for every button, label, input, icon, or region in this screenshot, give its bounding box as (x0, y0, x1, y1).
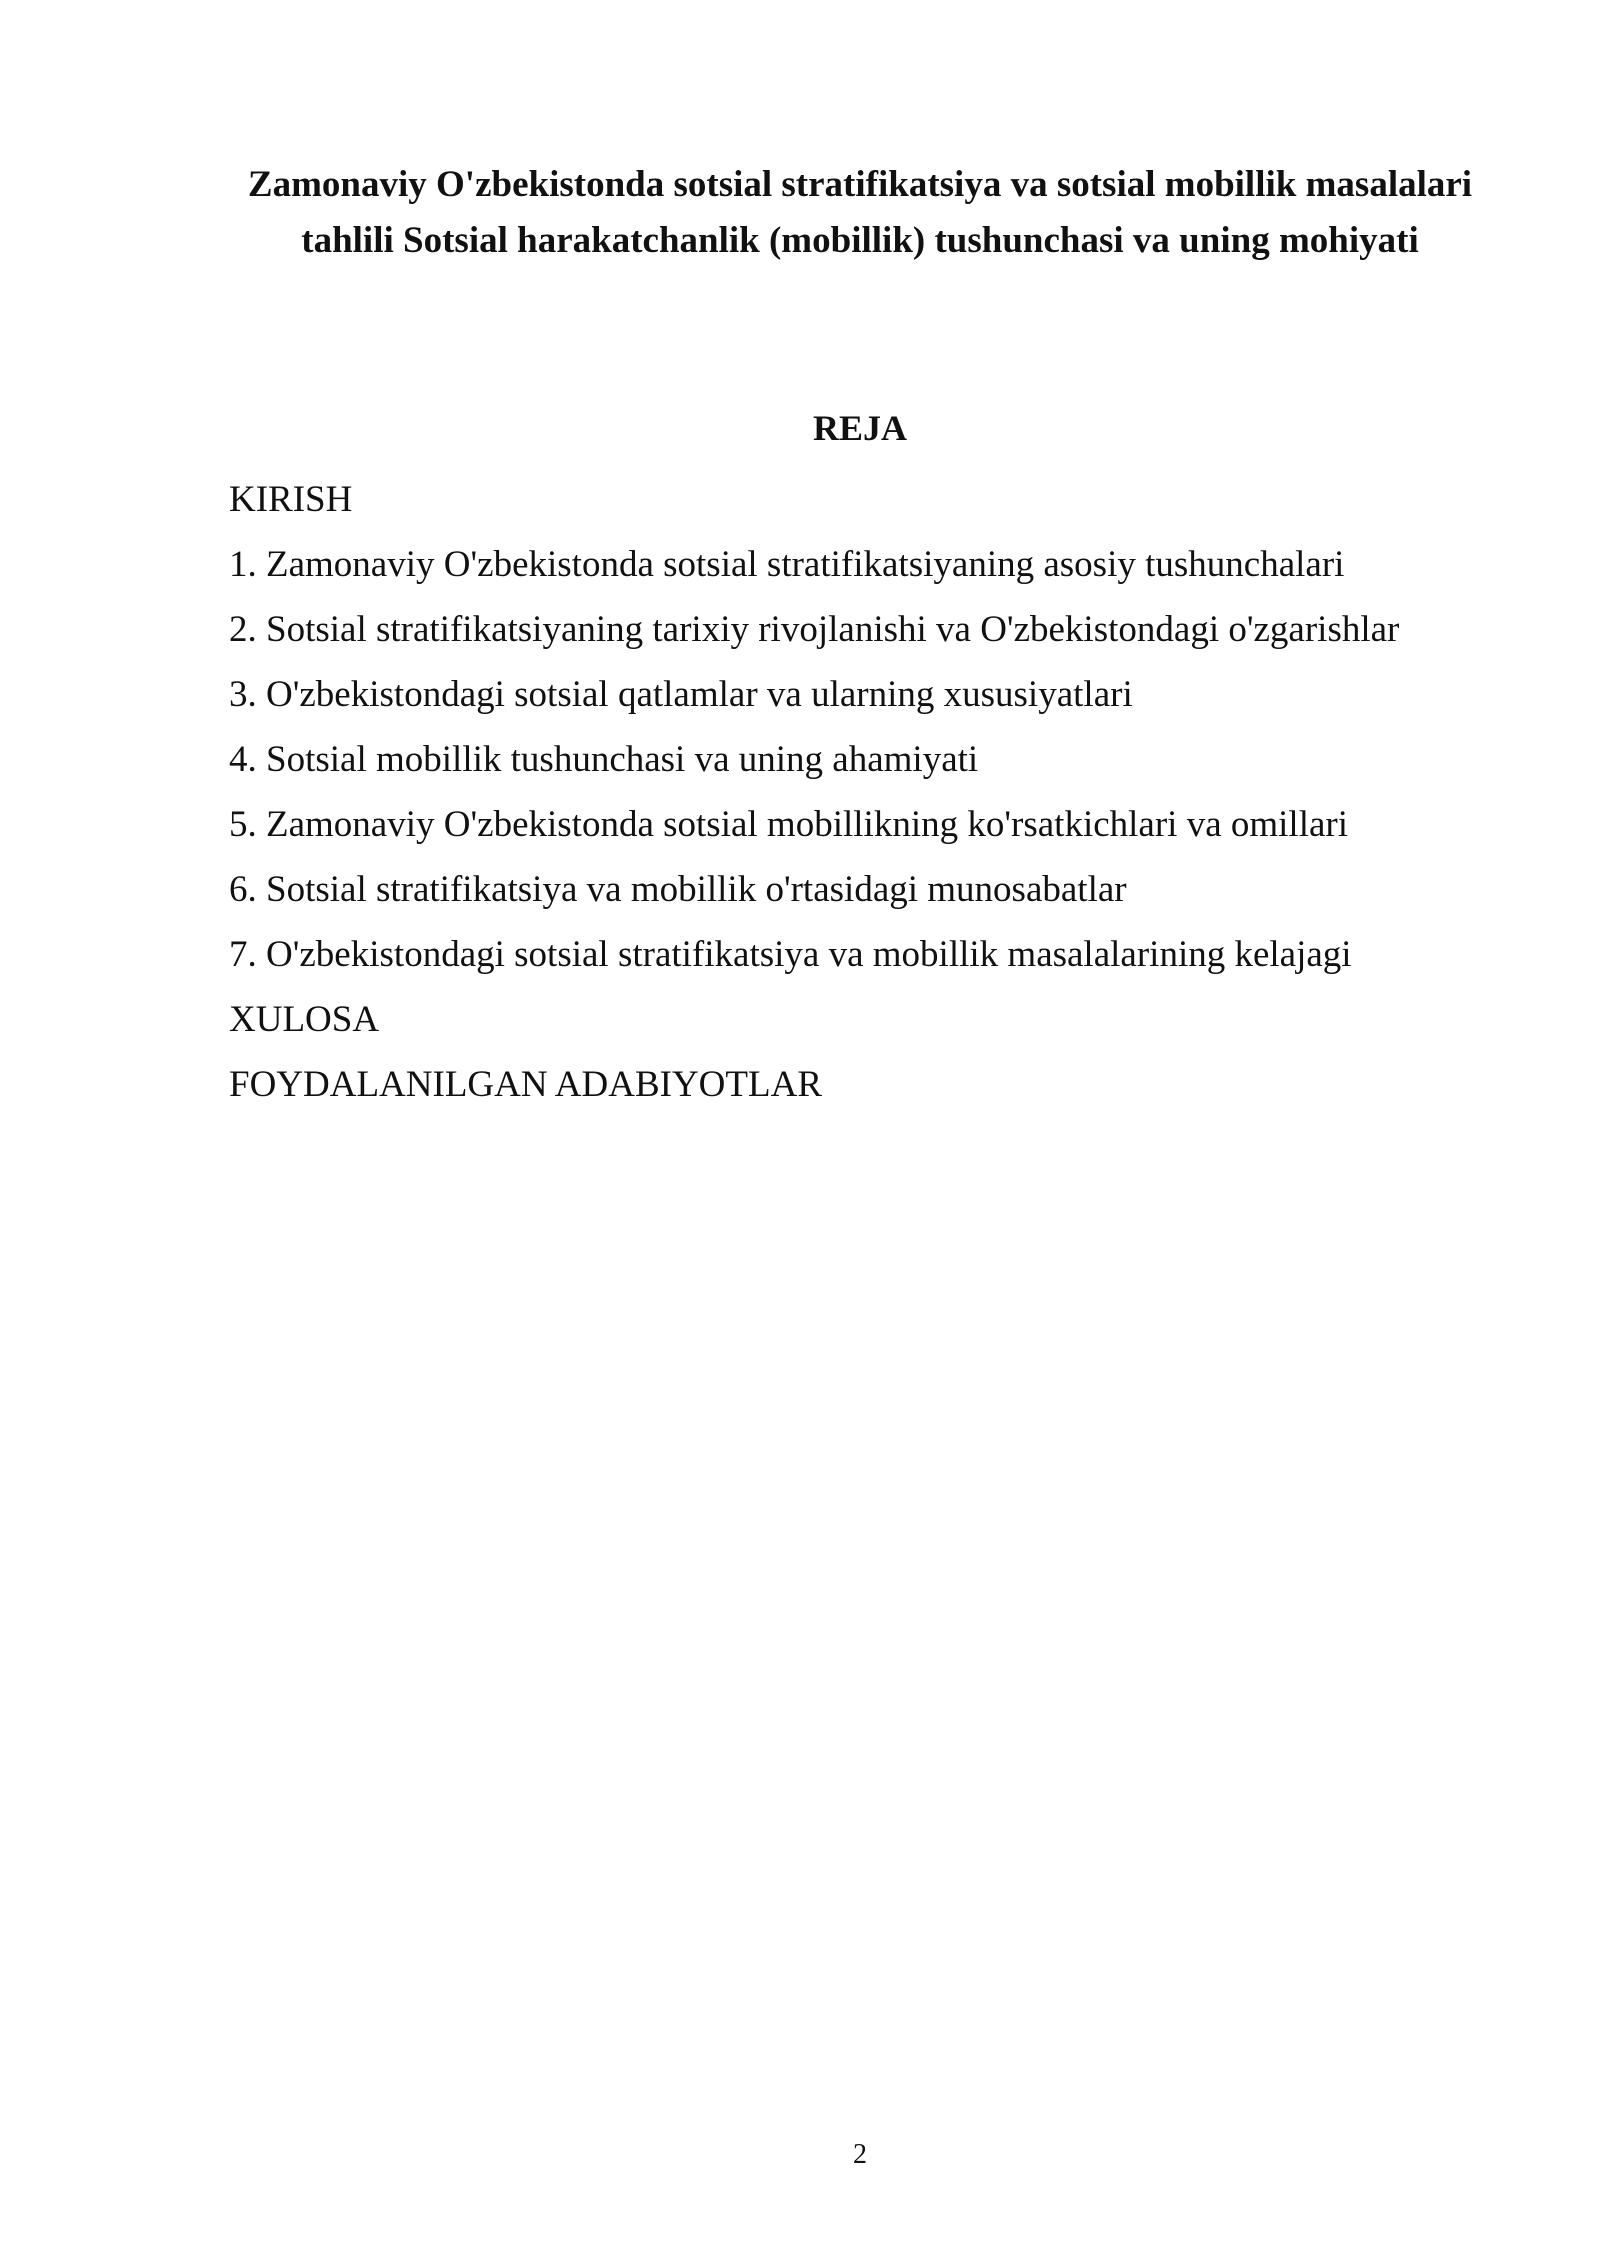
plan-item-5: 5. Zamonaviy O'zbekistonda sotsial mobillikning ko'rsatkichlari va omillari (229, 804, 1349, 845)
document-title (220, 157, 1500, 269)
page-number: 2 (853, 2139, 867, 2170)
plan-item-references: FOYDALANILGAN ADABIYOTLAR (229, 1064, 822, 1105)
plan-item-introduction: KIRISH (229, 479, 353, 520)
document-title-line-1: Zamonaviy O'zbekistonda sotsial stratifikatsiya va sotsial mobillik masalalari (247, 164, 1473, 205)
plan-item-6: 6. Sotsial stratifikatsiya va mobillik o'rtasidagi munosabatlar (229, 869, 1127, 910)
plan-item-conclusion: XULOSA (229, 999, 380, 1040)
plan-heading: REJA (812, 408, 907, 448)
plan-item-1: 1. Zamonaviy O'zbekistonda sotsial stratifikatsiyaning asosiy tushunchalari (229, 544, 1345, 585)
plan-item-7: 7. O'zbekistondagi sotsial stratifikatsiya va mobillik masalalarining kelajagi (229, 934, 1352, 975)
plan-item-4: 4. Sotsial mobillik tushunchasi va uning ahamiyati (229, 739, 979, 780)
plan-list (229, 470, 1529, 1120)
plan-item-3: 3. O'zbekistondagi sotsial qatlamlar va ularning xususiyatlari (229, 674, 1133, 715)
document-title-line-2: tahlili Sotsial harakatchanlik (mobillik) tushunchasi va uning mohiyati (301, 220, 1419, 261)
plan-item-2: 2. Sotsial stratifikatsiyaning tarixiy rivojlanishi va O'zbekistondagi o'zgarishlar (229, 609, 1400, 650)
